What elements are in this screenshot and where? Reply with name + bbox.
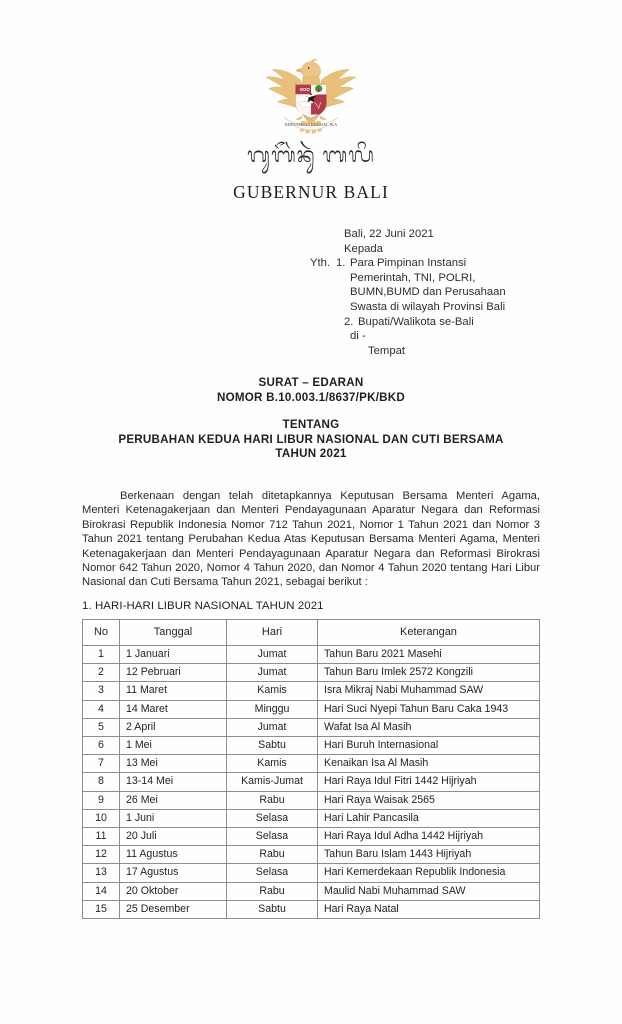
holidays-table-container xyxy=(82,619,540,919)
place-date: Bali, 22 Juni 2021 xyxy=(344,228,434,240)
recipient-2-line-1: Bupati/Walikota se-Bali xyxy=(358,315,474,328)
recipient-1-line-2: Pemerintah, TNI, POLRI, xyxy=(350,271,476,284)
cell-tanggal: 1 Januari xyxy=(120,646,227,664)
cell-tanggal: 26 Mei xyxy=(120,791,227,809)
cell-tanggal: 14 Maret xyxy=(120,700,227,718)
cell-no: 13 xyxy=(83,864,120,882)
cell-hari: Selasa xyxy=(227,809,318,827)
column-header-tanggal: Tanggal xyxy=(120,620,227,646)
table-row xyxy=(83,737,540,755)
table-row xyxy=(83,900,540,918)
recipient-item-1 xyxy=(310,256,600,271)
table-row xyxy=(83,828,540,846)
cell-hari: Selasa xyxy=(227,864,318,882)
cell-tanggal: 12 Pebruari xyxy=(120,664,227,682)
table-row xyxy=(83,864,540,882)
cell-tanggal: 1 Mei xyxy=(120,737,227,755)
letter-subject: PERUBAHAN KEDUA HARI LIBUR NASIONAL DAN CUTI BERSAMA xyxy=(118,432,504,446)
svg-text:BHINNEKA TUNGGAL IKA: BHINNEKA TUNGGAL IKA xyxy=(284,122,338,128)
cell-keterangan: Isra Mikraj Nabi Muhammad SAW xyxy=(318,682,540,700)
cell-keterangan: Maulid Nabi Muhammad SAW xyxy=(318,882,540,900)
letter-title-block xyxy=(0,376,622,462)
kepada-label: Kepada xyxy=(344,242,383,255)
letter-type: SURAT – EDARAN xyxy=(258,376,364,389)
table-row xyxy=(83,846,540,864)
garuda-pancasila-emblem xyxy=(263,55,359,139)
cell-keterangan: Hari Kemerdekaan Republik Indonesia xyxy=(318,864,540,882)
cell-keterangan: Tahun Baru Imlek 2572 Kongzili xyxy=(318,664,540,682)
cell-tanggal: 2 April xyxy=(120,718,227,736)
balinese-script-heading: ᬕᬸᬩᭂᬃᬦᬸᬃ ᬩᬮᬶ xyxy=(247,144,375,167)
cell-tanggal: 20 Juli xyxy=(120,828,227,846)
cell-hari: Sabtu xyxy=(227,737,318,755)
cell-keterangan: Hari Lahir Pancasila xyxy=(318,809,540,827)
table-row xyxy=(83,773,540,791)
cell-no: 2 xyxy=(83,664,120,682)
cell-tanggal: 11 Agustus xyxy=(120,846,227,864)
cell-hari: Jumat xyxy=(227,646,318,664)
title-spacer xyxy=(0,405,622,418)
cell-tanggal: 20 Oktober xyxy=(120,882,227,900)
table-row xyxy=(83,755,540,773)
holidays-table-body xyxy=(83,646,540,919)
cell-no: 3 xyxy=(83,682,120,700)
column-header-keterangan: Keterangan xyxy=(318,620,540,646)
holidays-table xyxy=(82,619,540,919)
tentang-label: TENTANG xyxy=(282,418,340,431)
cell-keterangan: Wafat Isa Al Masih xyxy=(318,718,540,736)
cell-no: 6 xyxy=(83,737,120,755)
cell-hari: Rabu xyxy=(227,846,318,864)
table-row xyxy=(83,664,540,682)
table-row xyxy=(83,791,540,809)
cell-hari: Sabtu xyxy=(227,900,318,918)
table-row xyxy=(83,882,540,900)
cell-keterangan: Hari Raya Idul Adha 1442 Hijriyah xyxy=(318,828,540,846)
cell-hari: Kamis xyxy=(227,682,318,700)
table-row xyxy=(83,646,540,664)
cell-keterangan: Hari Suci Nyepi Tahun Baru Caka 1943 xyxy=(318,700,540,718)
cell-hari: Jumat xyxy=(227,718,318,736)
cell-keterangan: Hari Raya Waisak 2565 xyxy=(318,791,540,809)
body-paragraph: Berkenaan dengan telah ditetapkannya Keputusan Bersama Menteri Agama, Menteri Ketenagakerjaan dan Menteri Pendayagunaan Aparatur Negara dan Reformasi Birokrasi Republik Indonesia Nomor 712 Tahun 2021, Nomor 1 Tahun 2021 dan Nomor 3 Tahun 2021 tentang Perubahan Kedua Atas Keputusan Bersama Menteri Agama, Menteri Ketenagakerjaan dan Menteri Pendayagunaan Aparatur Negara dan Reformasi Birokrasi Nomor 642 Tahun 2020, Nomor 4 Tahun 2020, dan Nomor 4 Tahun 2020 tentang Hari Libur Nasional dan Cuti Bersama Tahun 2021, sebagai berikut : xyxy=(82,490,540,589)
cell-tanggal: 13 Mei xyxy=(120,755,227,773)
cell-hari: Selasa xyxy=(227,828,318,846)
cell-hari: Jumat xyxy=(227,664,318,682)
tempat-label: Tempat xyxy=(368,344,406,357)
column-header-no: No xyxy=(83,620,120,646)
table-row xyxy=(83,718,540,736)
cell-no: 11 xyxy=(83,828,120,846)
cell-keterangan: Kenaikan Isa Al Masih xyxy=(318,755,540,773)
cell-keterangan: Tahun Baru Islam 1443 Hijriyah xyxy=(318,846,540,864)
di-label: di - xyxy=(350,330,366,343)
cell-hari: Rabu xyxy=(227,791,318,809)
column-header-hari: Hari xyxy=(227,620,318,646)
recipient-1-number: 1. xyxy=(336,257,346,270)
table-row xyxy=(83,700,540,718)
cell-tanggal: 1 Juni xyxy=(120,809,227,827)
cell-keterangan: Hari Buruh Internasional xyxy=(318,737,540,755)
institution-title: GUBERNUR BALI xyxy=(233,182,389,202)
emblem-container xyxy=(0,55,622,144)
cell-no: 10 xyxy=(83,809,120,827)
cell-no: 15 xyxy=(83,900,120,918)
cell-tanggal: 13-14 Mei xyxy=(120,773,227,791)
cell-no: 14 xyxy=(83,882,120,900)
cell-no: 1 xyxy=(83,646,120,664)
cell-keterangan: Hari Raya Idul Fitri 1442 Hijriyah xyxy=(318,773,540,791)
table-header-row xyxy=(83,620,540,646)
table-row xyxy=(83,682,540,700)
cell-no: 9 xyxy=(83,791,120,809)
cell-tanggal: 11 Maret xyxy=(120,682,227,700)
recipient-item-2 xyxy=(310,315,600,330)
cell-tanggal: 17 Agustus xyxy=(120,864,227,882)
cell-no: 7 xyxy=(83,755,120,773)
cell-hari: Minggu xyxy=(227,700,318,718)
address-block xyxy=(310,227,600,358)
cell-no: 12 xyxy=(83,846,120,864)
cell-keterangan: Hari Raya Natal xyxy=(318,900,540,918)
recipient-1-line-4: Swasta di wilayah Provinsi Bali xyxy=(350,300,506,313)
recipient-1-line-1: Para Pimpinan Instansi xyxy=(350,257,467,270)
recipient-2-number: 2. xyxy=(344,315,354,328)
section-heading: 1. HARI-HARI LIBUR NASIONAL TAHUN 2021 xyxy=(82,600,324,612)
recipient-1-line-3: BUMN,BUMD dan Perusahaan xyxy=(350,286,506,299)
letter-year: TAHUN 2021 xyxy=(275,447,347,460)
cell-keterangan: Tahun Baru 2021 Masehi xyxy=(318,646,540,664)
cell-tanggal: 25 Desember xyxy=(120,900,227,918)
cell-no: 5 xyxy=(83,718,120,736)
cell-no: 8 xyxy=(83,773,120,791)
table-row xyxy=(83,809,540,827)
yth-label: Yth. xyxy=(310,257,331,270)
cell-no: 4 xyxy=(83,700,120,718)
cell-hari: Kamis-Jumat xyxy=(227,773,318,791)
cell-hari: Kamis xyxy=(227,755,318,773)
letter-number: NOMOR B.10.003.1/8637/PK/BKD xyxy=(216,390,406,404)
cell-hari: Rabu xyxy=(227,882,318,900)
